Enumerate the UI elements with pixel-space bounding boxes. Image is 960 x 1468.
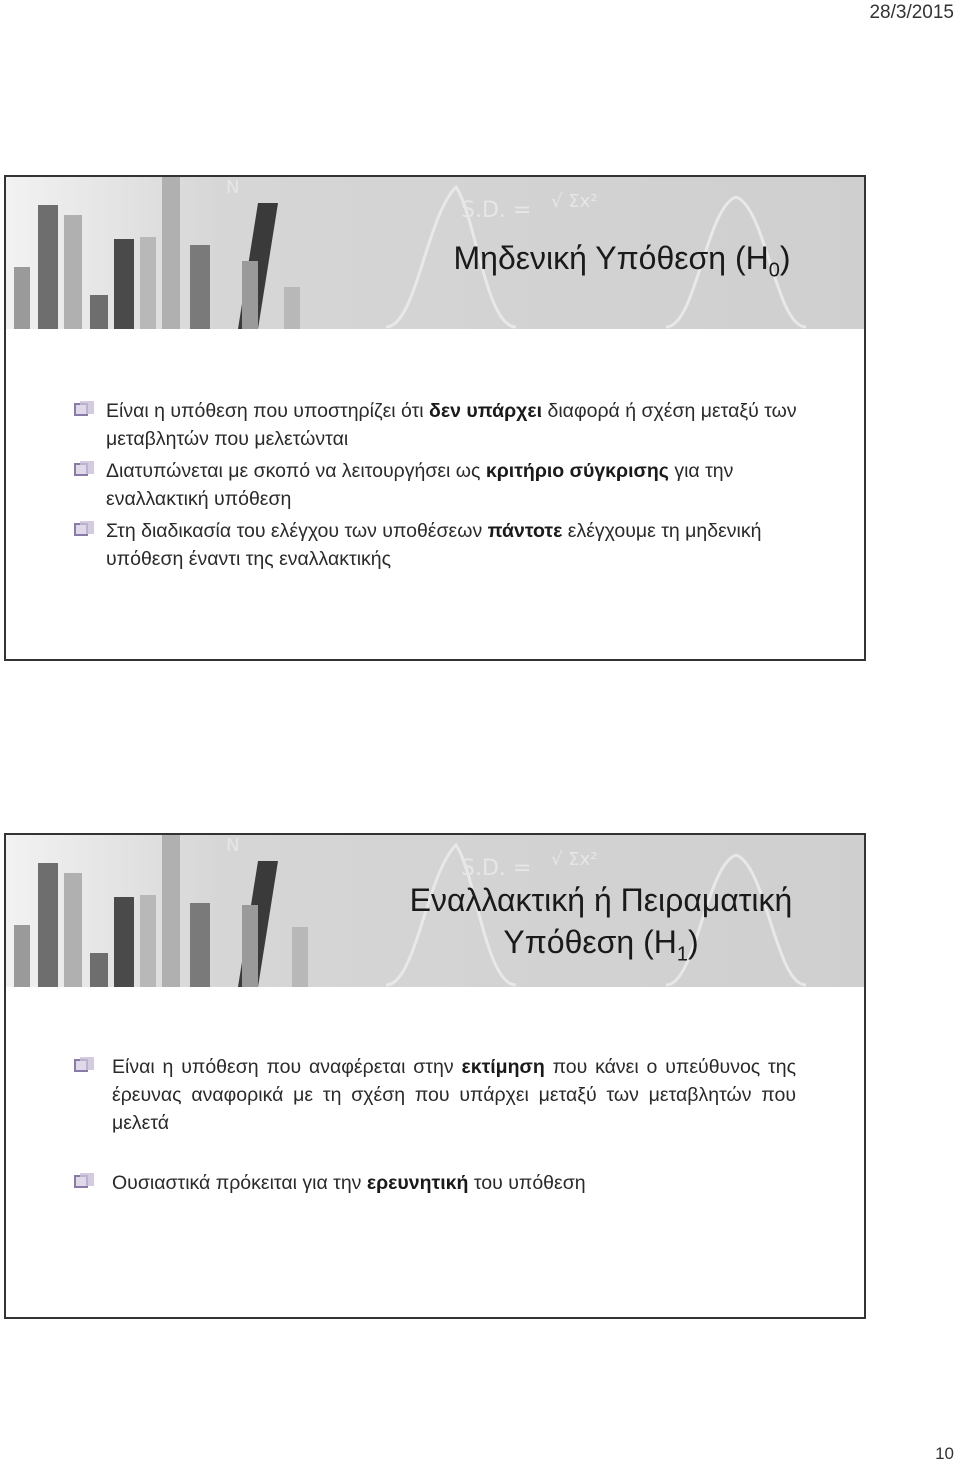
bullet-bold: εκτίμηση — [461, 1056, 545, 1078]
slide-date: 28/3/2015 — [869, 2, 954, 23]
list-item — [6, 1169, 864, 1197]
bullet-text: Διατυπώνεται με σκοπό να λειτουργήσει ως — [106, 460, 486, 482]
svg-text:S.D. =: S.D. = — [461, 856, 532, 881]
bullet-icon — [74, 1173, 94, 1189]
svg-text:N: N — [226, 835, 240, 856]
title-text: Μηδενική Υπόθεση (H — [453, 240, 769, 276]
title-end: ) — [687, 924, 699, 960]
bullet-icon — [74, 521, 94, 537]
bullet-text: διαφορά ή σχέση μεταξύ των μεταβλητών που μελετώνται — [106, 400, 797, 450]
list-item — [6, 517, 864, 573]
list-item — [6, 397, 864, 453]
bullet-list — [6, 397, 864, 577]
page-number: 10 — [935, 1444, 954, 1463]
bullet-text: Είναι η υπόθεση που αναφέρεται στην — [112, 1056, 462, 1078]
bullet-bold: πάντοτε — [487, 520, 563, 542]
list-item — [6, 1053, 864, 1137]
bullet-icon — [74, 401, 94, 417]
svg-text:√ Σx²: √ Σx² — [551, 849, 598, 870]
bullet-bold: δεν υπάρχει — [429, 400, 543, 422]
slide-title — [402, 237, 842, 291]
bullet-list — [6, 1053, 864, 1197]
svg-text:N: N — [226, 177, 240, 198]
bullet-text: που κάνει ο υπεύθυνος της έρευνας αναφορικά με τη σχέση που υπάρχει μεταξύ των μεταβλητών που μελετά — [112, 1056, 796, 1134]
bullet-text: ελέγχουμε τη μηδενική υπόθεση έναντι της εναλλακτικής — [106, 520, 762, 570]
bullet-text: Είναι η υπόθεση που υποστηρίζει ότι — [106, 400, 430, 422]
bullet-text: Ουσιαστικά πρόκειται για την — [112, 1172, 367, 1194]
bullet-text: του υπόθεση — [468, 1172, 586, 1194]
title-subscript: 0 — [768, 259, 780, 282]
title-line-2: Υπόθεση (H — [503, 924, 677, 960]
bullet-icon — [74, 1057, 94, 1073]
slide-alternative-hypothesis — [4, 833, 866, 1319]
bullet-icon — [74, 461, 94, 477]
bullet-bold: κριτήριο σύγκρισης — [485, 460, 669, 482]
svg-text:√ Σx²: √ Σx² — [551, 191, 598, 212]
slide-title — [346, 879, 856, 975]
title-subscript: 1 — [676, 943, 688, 966]
bullet-bold: ερευνητική — [366, 1172, 469, 1194]
slide-null-hypothesis — [4, 175, 866, 661]
bullet-text: για την εναλλακτική υπόθεση — [106, 460, 734, 510]
svg-text:S.D. =: S.D. = — [461, 198, 532, 223]
bullet-text: Στη διαδικασία του ελέγχου των υποθέσεων — [106, 520, 488, 542]
title-end: ) — [779, 240, 791, 276]
title-line-1: Εναλλακτική ή Πειραματική — [409, 882, 793, 918]
list-item — [6, 457, 864, 513]
